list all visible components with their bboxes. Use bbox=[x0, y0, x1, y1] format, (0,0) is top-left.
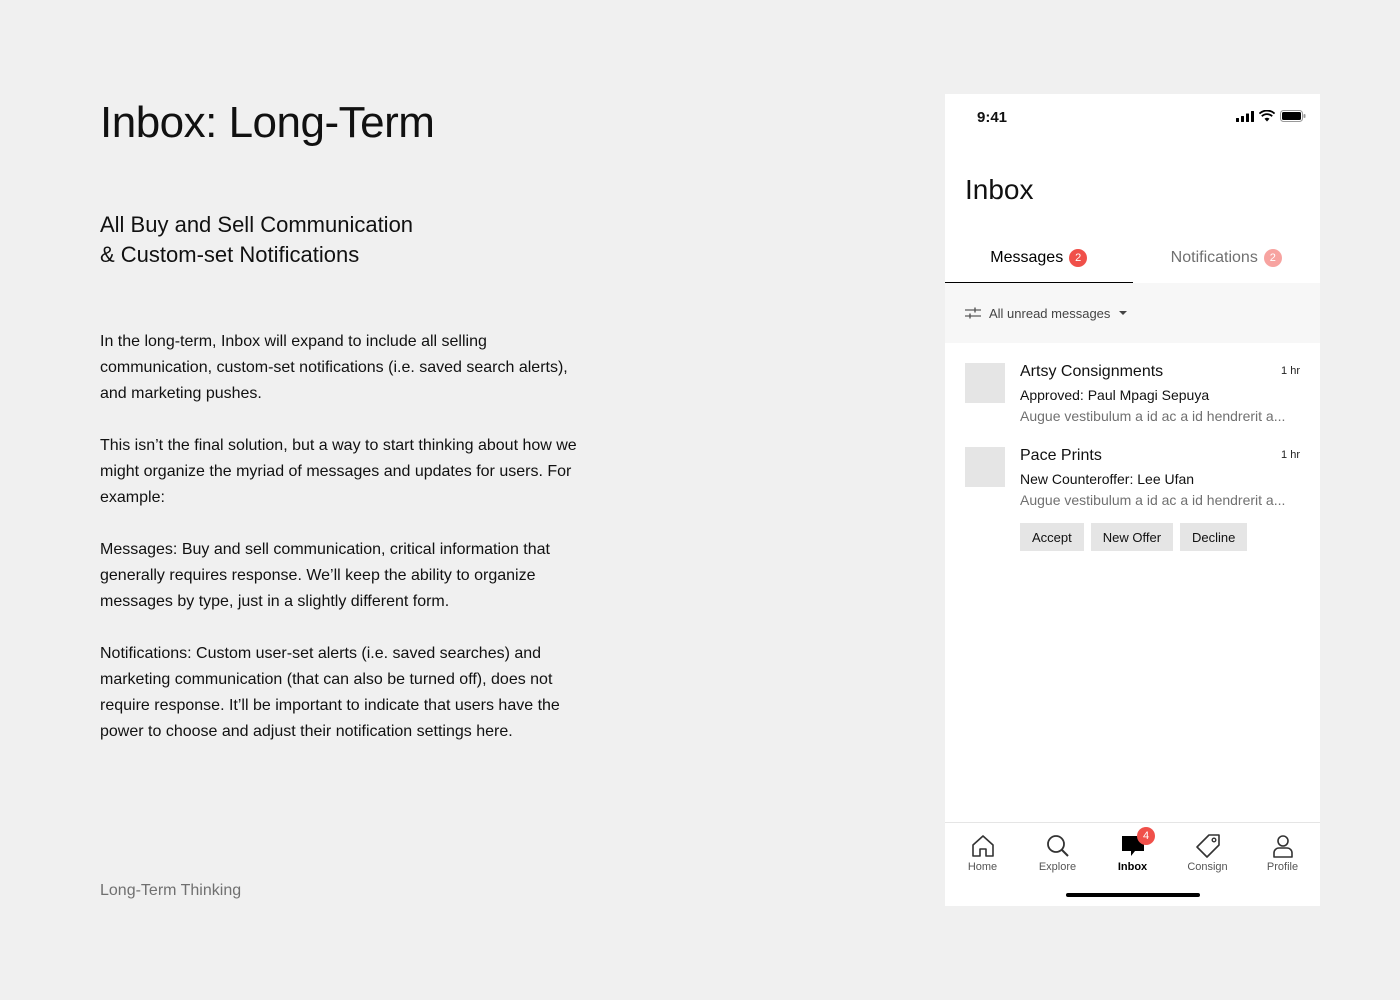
tabbar-inbox-label: Inbox bbox=[1117, 861, 1148, 873]
paragraph: Messages: Buy and sell communication, critical information that generally requires response. We’ll keep the ability to organize messages by type, just in a slightly different form. bbox=[100, 541, 550, 610]
wifi-icon bbox=[1259, 110, 1275, 122]
tag-icon bbox=[1195, 833, 1221, 859]
message-thumbnail bbox=[965, 363, 1005, 403]
subtitle-line-1: All Buy and Sell Communication bbox=[100, 212, 414, 237]
page-title: Inbox: Long-Term bbox=[100, 98, 435, 147]
message-time: 1 hr bbox=[1281, 449, 1300, 461]
page-subtitle bbox=[100, 210, 413, 270]
profile-icon bbox=[1270, 833, 1296, 859]
filter-label: All unread messages bbox=[989, 305, 1111, 321]
footer-label: Long-Term Thinking bbox=[100, 882, 242, 899]
offer-actions bbox=[1020, 523, 1247, 551]
message-item[interactable] bbox=[965, 447, 1300, 557]
tab-notifications-label: Notifications bbox=[1170, 248, 1258, 266]
message-subject: New Counteroffer: Lee Ufan bbox=[1020, 471, 1195, 487]
caret-down-icon bbox=[1118, 310, 1128, 316]
tab-messages-label: Messages bbox=[990, 248, 1064, 266]
filter-dropdown[interactable] bbox=[945, 283, 1320, 343]
message-thumbnail bbox=[965, 447, 1005, 487]
message-sender: Artsy Consignments bbox=[1020, 363, 1164, 380]
paragraph: Notifications: Custom user-set alerts (i.e. saved searches) and marketing communication (that can also be turned off), does not require response. It’ll be important to indicate that users have the power to choose and adjust their notification settings here. bbox=[100, 645, 560, 740]
home-indicator bbox=[1066, 893, 1200, 897]
filter-sliders-icon bbox=[965, 307, 981, 319]
tabbar-home[interactable] bbox=[947, 833, 1018, 906]
message-item[interactable] bbox=[965, 363, 1300, 433]
message-subject: Approved: Paul Mpagi Sepuya bbox=[1020, 387, 1210, 403]
paragraph: This isn’t the final solution, but a way to start thinking about how we might organize the myriad of messages and updates for users. For example: bbox=[100, 437, 577, 506]
tab-messages[interactable] bbox=[945, 232, 1133, 283]
battery-icon bbox=[1280, 110, 1306, 122]
inbox-count-badge: 4 bbox=[1137, 827, 1155, 845]
screen-title: Inbox bbox=[965, 174, 1034, 205]
new-offer-button[interactable]: New Offer bbox=[1091, 523, 1173, 551]
tabbar-explore-label: Explore bbox=[1038, 861, 1077, 873]
status-time: 9:41 bbox=[977, 109, 1008, 126]
notifications-count-badge: 2 bbox=[1264, 249, 1282, 267]
messages-count-badge: 2 bbox=[1069, 249, 1087, 267]
search-icon bbox=[1045, 833, 1071, 859]
inbox-tabs bbox=[945, 232, 1320, 284]
home-icon bbox=[970, 833, 996, 859]
decline-button[interactable]: Decline bbox=[1180, 523, 1247, 551]
tabbar-consign-label: Consign bbox=[1187, 861, 1228, 873]
tabbar-home-label: Home bbox=[967, 861, 998, 873]
tab-notifications[interactable] bbox=[1133, 232, 1321, 283]
tabbar-profile[interactable] bbox=[1247, 833, 1318, 906]
status-icons bbox=[1236, 110, 1306, 122]
phone-mockup bbox=[945, 94, 1320, 906]
message-sender: Pace Prints bbox=[1020, 447, 1102, 464]
subtitle-line-2: & Custom-set Notifications bbox=[100, 242, 360, 267]
tabbar-profile-label: Profile bbox=[1266, 861, 1299, 873]
status-bar bbox=[945, 94, 1320, 138]
paragraph: In the long-term, Inbox will expand to include all selling communication, custom-set notifications (i.e. saved search alerts), and marketing pushes. bbox=[100, 333, 568, 402]
message-preview: Augue vestibulum a id ac a id hendrerit a... bbox=[1020, 492, 1286, 508]
message-preview: Augue vestibulum a id ac a id hendrerit a... bbox=[1020, 408, 1286, 424]
body-text bbox=[100, 329, 590, 771]
message-time: 1 hr bbox=[1281, 365, 1300, 377]
accept-button[interactable]: Accept bbox=[1020, 523, 1084, 551]
signal-icon bbox=[1236, 111, 1254, 122]
